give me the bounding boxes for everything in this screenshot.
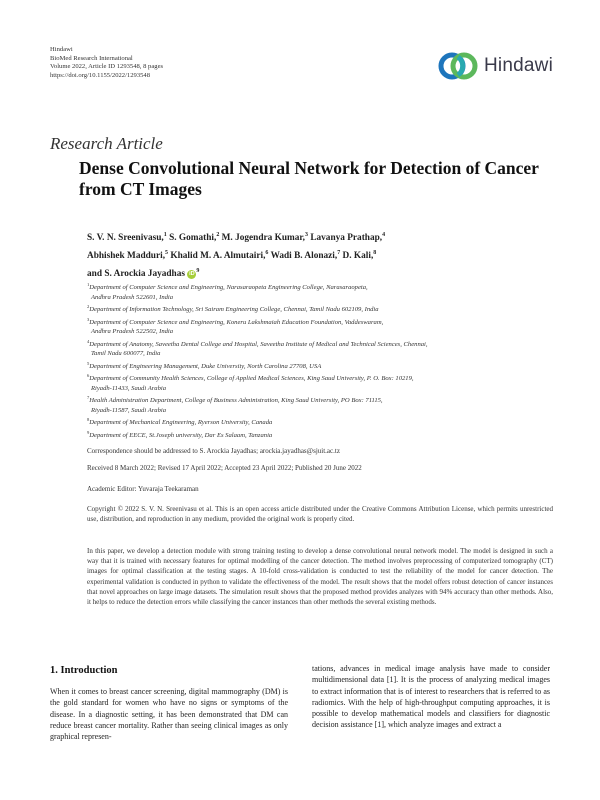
- logo-wordmark: Hindawi: [484, 55, 553, 76]
- author: S. V. N. Sreenivasu,$^1$: [87, 232, 167, 244]
- affiliation: $^2$Department of Information Technology, Sri Sairam Engineering College, Chennai, Tamil Nadu 602109, India: [87, 304, 379, 314]
- author: Wadi B. Alonazi,$^7$: [270, 250, 341, 262]
- hindawi-logo-icon: [437, 46, 479, 86]
- affiliation: $^8$Department of Mechanical Engineering, Ryerson University, Canada: [87, 417, 273, 427]
- affiliation-list: [87, 280, 553, 440]
- affiliation: $^7$Health Administration Department, College of Business Administration, King Saud University, PO Box: 71115, Riyadh-11587, Saudi Arabia: [87, 395, 383, 414]
- copyright-notice: Copyright © 2022 S. V. N. Sreenivasu et al. This is an open access article distributed under the Creative Commons Attribution License, which permits unrestricted use, distribution, and reproduction in any medium, provided the original work is properly cited.: [87, 505, 553, 524]
- author: S. Gomathi,$^2$: [169, 232, 220, 244]
- author: M. Jogendra Kumar,$^3$: [221, 232, 308, 244]
- article-title: Dense Convolutional Neural Network for Detection of Cancer from CT Images: [79, 158, 539, 199]
- correspondence: Correspondence should be addressed to S. Arockia Jayadhas; arockia.jayadhas@sjuit.ac.tz: [87, 447, 340, 455]
- section-heading: 1. Introduction: [50, 665, 118, 676]
- journal-name: BioMed Research International: [50, 54, 133, 62]
- author: and S. Arockia Jayadhas iD $^9$: [87, 268, 200, 280]
- academic-editor: Academic Editor: Yuvaraja Teekaraman: [87, 485, 199, 493]
- volume-info: Volume 2022, Article ID 1293548, 8 pages: [50, 63, 164, 71]
- affiliation: $^6$Department of Community Health Sciences, College of Applied Medical Sciences, King Saud University, P. O. Box: 10219, Riyadh-11433, Saudi Arabia: [87, 373, 414, 392]
- body-column-left: When it comes to breast cancer screening, digital mammography (DM) is the gold standard for women who have no signs or symptoms of the disease. In a diagnostic setting, it has been demonstrated that DM can reduce breast cancer mortality. Rather than seeing clinical images as only graphical represen-: [50, 687, 288, 742]
- affiliation: $^9$Department of EECE, St.Joseph university, Dar Es Salaam, Tanzania: [87, 429, 273, 439]
- abstract: In this paper, we develop a detection module with strong training testing to develop a dense convolutional neural network model. The model is designed in such a way that it is trained with necessary features for optimal modelling of the cancer detection. The method involves preprocessing of computerized tomography (CT) images for optimal classification at the testing stages. A 10-fold cross-validation is conducted to test the reliability of the model for cancer detection. The experimental validation is conducted in python to validate the effectiveness of the model. The result shows that the model offers robust detection of cancer instances that novel approaches on large image datasets. The simulation result shows that the proposed method provides analyzes with 94% accuracy than other methods. Also, it helps to reduce the detection errors while classifying the cancer instances than other methods the several existing methods.: [87, 547, 553, 607]
- author: D. Kali,$^8$: [342, 250, 377, 262]
- affiliation: $^4$Department of Anatomy, Saveetha Dental College and Hospital, Saveetha Institute of Medical and Technical Sciences, Chennai, Tamil Nadu 600077, India: [87, 338, 428, 358]
- affiliation: $^3$Department of Computer Science and Engineering, Koneru Lakshmaiah Education Foundation, Vaddeswaram, Andhra Pradesh 522502, India: [87, 316, 384, 336]
- author-list: [87, 228, 547, 282]
- author: Abhishek Madduri,$^5$: [87, 250, 169, 262]
- affiliation: $^1$Department of Computer Science and Engineering, Narasaraopeta Engineering College, Narasaraopeta, Andhra Pradesh 522601, India: [87, 282, 368, 301]
- publisher-name: Hindawi: [50, 46, 73, 53]
- body-column-right: tations, advances in medical image analysis have made to consider multidimensional data [1]. It is the process of analyzing medical images to extract information that is of interest to researchers that is referred to as radiomics. With the help of high-throughput computing approaches, it is possible to develop mathematical models and classifiers for diagnostic decision assistance [1], which analyze images and extract a: [312, 664, 550, 730]
- publication-dates: Received 8 March 2022; Revised 17 April 2022; Accepted 23 April 2022; Published 20 June 2022: [87, 464, 362, 472]
- hindawi-logo: [437, 46, 557, 86]
- orcid-icon[interactable]: iD: [189, 270, 195, 277]
- affiliation: $^5$Department of Engineering Management, Duke University, North Carolina 27708, USA: [87, 360, 322, 370]
- journal-header: [50, 46, 163, 80]
- doi-link[interactable]: https://doi.org/10.1155/2022/1293548: [50, 71, 151, 79]
- article-type: Research Article: [50, 134, 163, 153]
- author: Lavanya Prathap,$^4$: [310, 232, 386, 244]
- author: Khalid M. A. Almutairi,$^6$: [170, 250, 269, 262]
